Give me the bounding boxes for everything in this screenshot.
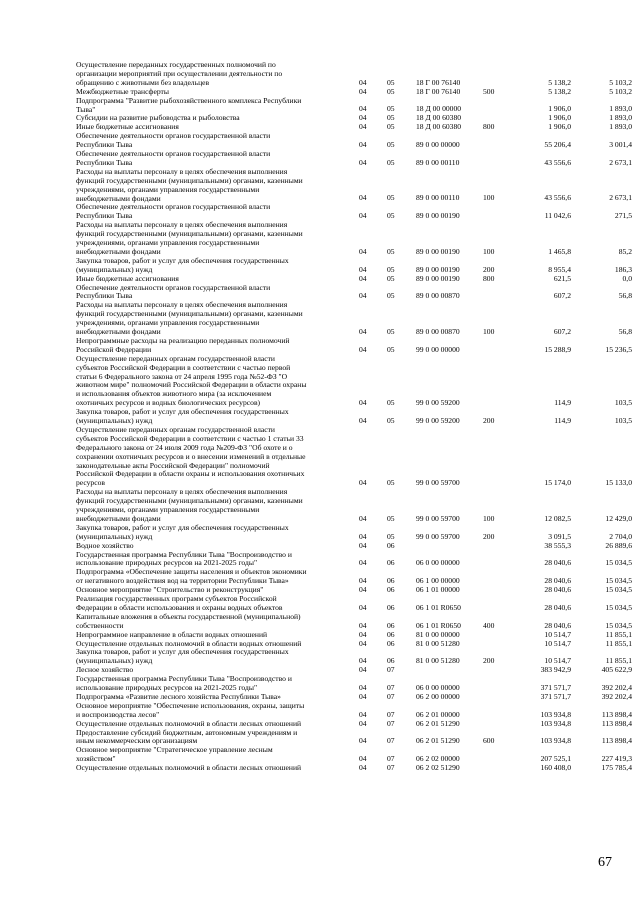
row-amount-2: 392 202,4 [601,682,632,692]
table-row [0,568,639,586]
table-row [0,355,639,408]
row-subsection: 05 [387,113,395,123]
row-subsection: 05 [387,122,395,132]
row-amount-1: 114,9 [554,415,571,425]
row-expense-type: 100 [483,193,495,203]
row-amount-1: 621,5 [553,273,571,283]
row-subsection: 05 [387,246,395,256]
row-name: Расходы на выплаты персоналу в целях обеспечения выполнения функций государственными (муниципальными) органами, казенными учреждениями, органами управления государственными внебюджетными фондами [76,166,303,203]
row-subsection: 05 [387,273,395,283]
row-amount-2: 15 034,5 [605,558,632,568]
row-amount-2: 1 893,0 [609,113,632,123]
table-row [0,426,639,488]
row-expense-type: 100 [483,513,495,523]
row-amount-1: 11 042,6 [544,211,571,221]
row-target-item: 99 0 00 59700 [416,513,460,523]
row-name: Основное мероприятие "Строительство и реконструкция" [76,585,264,595]
row-section: 04 [359,665,367,675]
row-subsection: 06 [387,638,395,648]
row-name: Иные бюджетные ассигнования [76,273,179,283]
row-name: Обеспечение деятельности органов государственной власти Республики Тыва [76,282,271,301]
row-amount-2: 85,2 [618,246,632,256]
row-amount-1: 103 934,8 [540,736,571,746]
row-section: 04 [359,140,367,150]
row-subsection: 05 [387,513,395,523]
row-target-item: 06 2 02 51290 [416,763,460,773]
row-name: Иные бюджетные ассигнования [76,122,179,132]
row-amount-2: 2 673,1 [609,157,632,167]
row-amount-2: 12 429,0 [605,513,632,523]
row-name: Закупка товаров, работ и услуг для обеспечения государственных (муниципальных) нужд [76,647,289,666]
row-name: Осуществление переданных органам государственной власти субъектов Российской Федерации в соответствии с частью 1 статьи 33 Федерального закона от 24 июля 2009 года №209-ФЗ "Об охоте и о сохранении охотничьих ресурсов и о внесении изменений в отдельные законодательные акты Российской Федерации" полномочий Российской Федерации в области охраны и использования охотничьих ресурсов [76,424,306,488]
row-amount-1: 1 465,8 [548,246,571,256]
row-section: 04 [359,122,367,132]
row-amount-2: 103,5 [614,415,632,425]
row-amount-1: 5 138,2 [548,86,571,96]
row-target-item: 18 Д 00 60380 [416,113,462,123]
row-section: 04 [359,246,367,256]
row-amount-1: 114,9 [554,398,571,408]
row-amount-2: 2 704,0 [609,531,632,541]
row-subsection: 07 [387,709,395,719]
row-target-item: 06 2 02 00000 [416,754,460,764]
row-section: 04 [359,540,367,550]
row-section: 04 [359,211,367,221]
row-target-item: 81 0 00 51280 [416,656,460,666]
row-subsection: 07 [387,736,395,746]
row-section: 04 [359,656,367,666]
table-row [0,764,639,773]
row-subsection: 05 [387,291,395,301]
row-target-item: 99 0 00 00000 [416,344,460,354]
row-name: Государственная программа Республики Тыва "Воспроизводство и использование природных ресурсов на 2021-2025 годы" [76,674,292,692]
row-section: 04 [359,193,367,203]
row-amount-2: 15 236,5 [605,344,632,354]
row-name: Осуществление отдельных полномочий в области водных отношений [76,638,302,648]
row-amount-1: 1 906,0 [548,122,571,132]
row-name: Закупка товаров, работ и услуг для обеспечения государственных (муниципальных) нужд [76,522,289,541]
row-name: Осуществление переданных органам государственной власти субъектов Российской Федерации в соответствии с частью первой статьи 6 Федерального закона от 24 апреля 1995 года №52-ФЗ "О животном мире" полномочий Российской Федерации в области охраны и использования объектов животного мира (за исключением охотничьих ресурсов и водных биологических ресурсов) [76,353,307,408]
row-section: 04 [359,754,367,764]
row-target-item: 89 0 00 00190 [416,264,460,274]
row-subsection: 05 [387,86,395,96]
table-row [0,221,639,257]
row-target-item: 99 0 00 59200 [416,415,460,425]
row-name: Основное мероприятие "Обеспечение использования, охраны, защиты и воспроизводства лесов" [76,700,305,719]
row-section: 04 [359,709,367,719]
row-target-item: 06 0 00 00000 [416,682,460,692]
table-row [0,595,639,613]
row-target-item: 06 2 01 51290 [416,736,460,746]
row-target-item: 89 0 00 00000 [416,140,460,150]
row-section: 04 [359,104,367,114]
row-name: Подпрограмма «Обеспечение защиты населения и объектов экономики от негативного воздействия вод на территории Республики Тыва» [76,567,307,586]
row-target-item: 18 Д 00 60380 [416,122,462,132]
row-name: Обеспечение деятельности органов государственной власти Республики Тыва [76,131,271,150]
table-row [0,61,639,88]
row-amount-1: 28 040,6 [544,620,571,630]
row-name: Осуществление отдельных полномочий в области лесных отношений [76,763,302,773]
table-row [0,702,639,720]
row-amount-1: 10 514,7 [544,629,571,639]
row-subsection: 05 [387,211,395,221]
row-section: 04 [359,763,367,773]
row-amount-2: 15 133,0 [605,478,632,488]
row-subsection: 06 [387,558,395,568]
row-target-item: 81 0 00 00000 [416,629,460,639]
row-amount-1: 371 571,7 [540,682,571,692]
row-amount-2: 113 898,4 [601,718,632,728]
row-expense-type: 200 [483,264,495,274]
row-name: Расходы на выплаты персоналу в целях обеспечения выполнения функций государственными (муниципальными) органами, казенными учреждениями, органами управления государственными внебюджетными фондами [76,300,303,337]
row-subsection: 07 [387,763,395,773]
row-name: Государственная программа Республики Тыва "Воспроизводство и использование природных ресурсов на 2021-2025 годы" [76,549,292,568]
row-section: 04 [359,682,367,692]
table-row [0,337,639,355]
row-amount-1: 103 934,8 [540,718,571,728]
row-target-item: 89 0 00 00190 [416,211,460,221]
table-row [0,203,639,221]
row-subsection: 05 [387,157,395,167]
row-subsection: 07 [387,665,395,675]
row-name: Непрограммные расходы на реализацию переданных полномочий Российской Федерации [76,335,290,354]
row-amount-2: 186,3 [614,264,632,274]
table-row [0,551,639,569]
row-subsection: 07 [387,754,395,764]
page-number: 67 [598,855,612,870]
row-target-item: 18 Г 00 76140 [416,77,461,87]
row-subsection: 05 [387,415,395,425]
row-section: 04 [359,558,367,568]
row-amount-1: 8 955,4 [548,264,571,274]
row-amount-2: 175 785,4 [601,763,632,773]
row-expense-type: 200 [483,415,495,425]
row-target-item: 06 2 00 00000 [416,691,460,701]
row-expense-type: 100 [483,326,495,336]
row-target-item: 06 1 01 R0650 [416,602,461,612]
row-target-item: 06 1 01 00000 [416,585,460,595]
row-section: 04 [359,629,367,639]
row-section: 04 [359,264,367,274]
row-amount-2: 103,5 [614,398,632,408]
row-amount-2: 15 034,5 [605,585,632,595]
row-name: Обеспечение деятельности органов государственной власти Республики Тыва [76,149,271,167]
row-target-item: 89 0 00 00870 [416,326,460,336]
row-amount-2: 5 103,2 [609,86,632,96]
table-row [0,729,639,747]
row-section: 04 [359,585,367,595]
row-subsection: 05 [387,140,395,150]
row-section: 04 [359,531,367,541]
row-amount-1: 15 288,9 [544,344,571,354]
row-amount-1: 38 555,3 [544,540,571,550]
row-amount-1: 43 556,6 [544,193,571,203]
row-amount-2: 271,5 [614,211,632,221]
row-section: 04 [359,478,367,488]
row-amount-2: 392 202,4 [601,691,632,701]
row-expense-type: 800 [483,122,495,132]
table-row [0,675,639,693]
row-amount-2: 113 898,4 [601,709,632,719]
row-amount-1: 207 525,1 [540,754,571,764]
row-name: Закупка товаров, работ и услуг для обеспечения государственных (муниципальных) нужд [76,255,289,274]
row-subsection: 05 [387,326,395,336]
table-row [0,132,639,150]
row-target-item: 06 2 01 51290 [416,718,460,728]
row-amount-1: 371 571,7 [540,691,571,701]
row-name: Расходы на выплаты персоналу в целях обеспечения выполнения функций государственными (муниципальными) органами, казенными учреждениями, органами управления государственными внебюджетными фондами [76,487,303,523]
row-amount-1: 28 040,6 [544,558,571,568]
row-amount-1: 607,2 [553,291,571,301]
row-amount-2: 56,8 [618,326,632,336]
table-row [0,301,639,337]
row-subsection: 07 [387,691,395,701]
row-subsection: 05 [387,193,395,203]
row-name: Капитальные вложения в объекты государственной (муниципальной) собственности [76,611,301,630]
row-amount-2: 1 893,0 [609,122,632,132]
row-amount-1: 3 091,5 [548,531,571,541]
row-name: Расходы на выплаты персоналу в целях обеспечения выполнения функций государственными (муниципальными) органами, казенными учреждениями, органами управления государственными внебюджетными фондами [76,220,303,256]
row-subsection: 05 [387,264,395,274]
row-section: 04 [359,157,367,167]
row-subsection: 06 [387,656,395,666]
table-row [0,408,639,426]
row-amount-1: 28 040,6 [544,576,571,586]
row-amount-1: 1 906,0 [548,113,571,123]
row-target-item: 89 0 00 00110 [416,157,460,167]
row-subsection: 06 [387,585,395,595]
row-amount-1: 383 942,9 [540,665,571,675]
row-target-item: 89 0 00 00190 [416,273,460,283]
row-amount-1: 15 174,0 [544,478,571,488]
row-section: 04 [359,718,367,728]
row-amount-1: 607,2 [553,326,571,336]
row-amount-2: 15 034,5 [605,620,632,630]
row-subsection: 05 [387,478,395,488]
row-target-item: 89 0 00 00870 [416,291,460,301]
row-subsection: 06 [387,540,395,550]
row-amount-1: 10 514,7 [544,656,571,666]
row-section: 04 [359,736,367,746]
row-target-item: 06 1 01 R0650 [416,620,461,630]
row-amount-2: 2 673,1 [609,193,632,203]
row-section: 04 [359,638,367,648]
row-target-item: 99 0 00 59700 [416,531,460,541]
row-name: Подпрограмма «Развитие лесного хозяйства Республики Тыва» [76,691,281,701]
row-expense-type: 200 [483,531,495,541]
table-row [0,488,639,524]
row-amount-2: 11 855,1 [605,638,632,648]
row-subsection: 05 [387,344,395,354]
row-section: 04 [359,326,367,336]
row-expense-type: 600 [483,736,495,746]
row-amount-2: 1 893,0 [609,104,632,114]
row-target-item: 89 0 00 00190 [416,246,460,256]
row-amount-1: 28 040,6 [544,602,571,612]
table-row [0,284,639,302]
table-row [0,648,639,666]
row-target-item: 89 0 00 00110 [416,193,460,203]
row-amount-1: 103 934,8 [540,709,571,719]
table-row [0,524,639,542]
row-target-item: 99 0 00 59200 [416,398,460,408]
row-target-item: 06 0 00 00000 [416,558,460,568]
row-name: Субсидии на развитие рыбоводства и рыболовства [76,113,240,123]
row-subsection: 06 [387,620,395,630]
row-name: Осуществление отдельных полномочий в области лесных отношений [76,718,302,728]
row-section: 04 [359,513,367,523]
row-name: Основное мероприятие "Стратегическое управление лесным хозяйством" [76,745,273,764]
row-amount-1: 12 082,5 [544,513,571,523]
row-subsection: 06 [387,629,395,639]
row-name: Обеспечение деятельности органов государственной власти Республики Тыва [76,202,271,221]
row-section: 04 [359,576,367,586]
table-row [0,150,639,168]
row-amount-1: 160 408,0 [540,763,571,773]
row-name: Межбюджетные трансферты [76,86,169,96]
row-section: 04 [359,602,367,612]
row-amount-1: 28 040,6 [544,585,571,595]
row-subsection: 05 [387,398,395,408]
row-name: Предоставление субсидий бюджетным, автономным учреждениям и иным некоммерческим организациям [76,727,298,746]
row-amount-2: 15 034,5 [605,602,632,612]
row-name: Лесное хозяйство [76,665,134,675]
row-section: 04 [359,344,367,354]
row-expense-type: 400 [483,620,495,630]
row-section: 04 [359,113,367,123]
row-target-item: 81 0 00 51280 [416,638,460,648]
row-name: Водное хозяйство [76,540,134,550]
row-target-item: 18 Д 00 00000 [416,104,462,114]
row-section: 04 [359,291,367,301]
row-subsection: 06 [387,602,395,612]
row-amount-1: 1 906,0 [548,104,571,114]
row-amount-2: 3 001,4 [609,140,632,150]
row-amount-2: 5 103,2 [609,77,632,87]
row-name: Реализация государственных программ субъектов Российской Федерации в области использования и охраны водных объектов [76,594,283,612]
row-subsection: 05 [387,104,395,114]
row-amount-2: 227 419,3 [601,754,632,764]
table-row [0,257,639,275]
table-row [0,746,639,764]
row-name: Осуществление переданных государственных полномочий по организации мероприятий при осуществлении деятельности по обращению с животными без владельцев [76,60,283,87]
row-amount-2: 15 034,5 [605,576,632,586]
row-amount-1: 10 514,7 [544,638,571,648]
table-row [0,168,639,204]
row-section: 04 [359,273,367,283]
row-subsection: 05 [387,531,395,541]
row-name: Подпрограмма "Развитие рыбохозяйственного комплекса Республики Тыва" [76,95,302,114]
row-amount-2: 11 855,1 [605,629,632,639]
row-target-item: 99 0 00 59700 [416,478,460,488]
row-amount-1: 55 206,4 [544,140,571,150]
row-subsection: 07 [387,682,395,692]
row-section: 04 [359,620,367,630]
row-target-item: 06 1 00 00000 [416,576,460,586]
row-amount-2: 0,0 [622,273,632,283]
row-section: 04 [359,77,367,87]
table-row [0,613,639,631]
row-amount-2: 113 898,4 [601,736,632,746]
row-section: 04 [359,691,367,701]
row-section: 04 [359,398,367,408]
row-section: 04 [359,86,367,96]
row-amount-1: 5 138,2 [548,77,571,87]
row-amount-1: 43 556,6 [544,157,571,167]
row-expense-type: 200 [483,656,495,666]
row-amount-2: 11 855,1 [605,656,632,666]
row-section: 04 [359,415,367,425]
row-amount-2: 56,8 [618,291,632,301]
row-amount-2: 405 622,9 [601,665,632,675]
row-name: Непрограммное направление в области водных отношений [76,629,268,639]
row-name: Закупка товаров, работ и услуг для обеспечения государственных (муниципальных) нужд [76,407,289,425]
row-expense-type: 800 [483,273,495,283]
row-amount-2: 26 889,6 [605,540,632,550]
row-subsection: 06 [387,576,395,586]
row-target-item: 18 Г 00 76140 [416,86,461,96]
row-subsection: 05 [387,77,395,87]
row-subsection: 07 [387,718,395,728]
row-target-item: 06 2 01 00000 [416,709,460,719]
table-row [0,97,639,115]
row-expense-type: 100 [483,246,495,256]
row-expense-type: 500 [483,86,495,96]
